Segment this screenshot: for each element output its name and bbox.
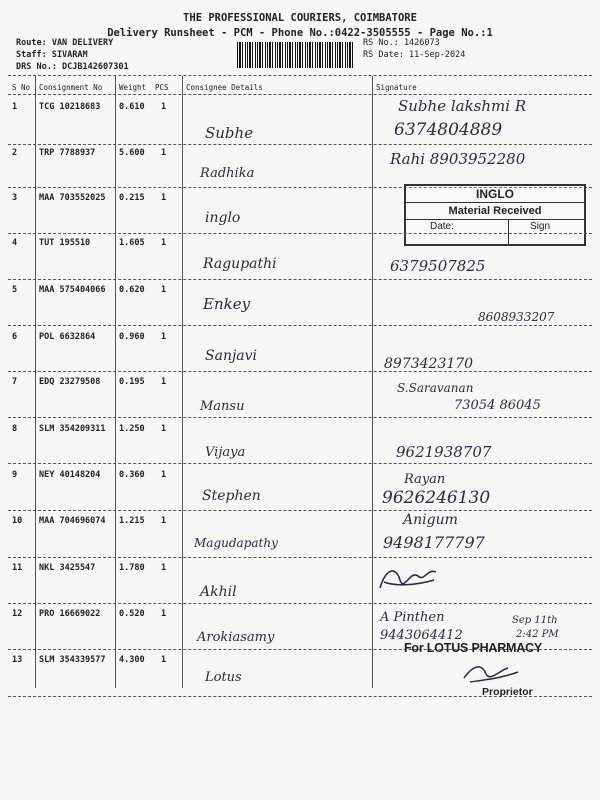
row-pcs: 1 [161, 102, 167, 112]
rs-date: RS Date: 11-Sep-2024 [363, 50, 466, 60]
signature-phone: 8608933207 [478, 310, 555, 324]
row-pcs: 1 [161, 655, 167, 665]
row-rule [8, 279, 592, 280]
rs-number: RS No.: 1426073 [363, 38, 440, 48]
row-consignment-no: MAA 575404066 [39, 285, 106, 295]
row-rule [8, 417, 592, 418]
signature-text: S.Saravanan [397, 381, 474, 395]
row-sno: 6 [12, 332, 18, 342]
consignee-name: Mansu [200, 399, 245, 414]
runsheet-subtitle: Delivery Runsheet - PCM - Phone No.:0422-3505555 - Page No.:1 [107, 27, 493, 39]
table-top-rule [8, 75, 592, 76]
row-sno: 4 [12, 238, 18, 248]
row-consignment-no: POL 6632864 [39, 332, 96, 342]
col-header-weight: Weight [119, 83, 147, 92]
row-weight: 0.520 [119, 609, 145, 619]
row-consignment-no: MAA 704696074 [39, 516, 106, 526]
consignee-name: Akhil [200, 584, 237, 600]
signature-scribble [374, 562, 444, 598]
row-rule [8, 325, 592, 326]
row-sno: 12 [12, 609, 23, 619]
stamp-divider [406, 219, 584, 220]
col-header-pcs: PCS [155, 83, 169, 92]
row-pcs: 1 [161, 470, 167, 480]
row-pcs: 1 [161, 238, 167, 248]
pharmacy-stamp: For LOTUS PHARMACY [404, 641, 543, 655]
consignee-name: Stephen [202, 488, 261, 504]
col-header-consignee: Consignee Details [186, 83, 263, 92]
signature-phone: 8973423170 [384, 356, 474, 372]
delivery-time-note: 2:42 PM [516, 629, 559, 640]
row-weight: 0.360 [119, 470, 145, 480]
signature-phone: 9498177797 [383, 533, 485, 552]
stamp-divider [508, 219, 509, 244]
proprietor-label: Proprietor [482, 686, 533, 698]
signature-text: Rahi 8903952280 [390, 150, 526, 168]
row-sno: 10 [12, 516, 23, 526]
col-header-sno: S No [12, 83, 31, 92]
delivery-date-note: Sep 11th [512, 615, 558, 626]
row-rule [8, 557, 592, 558]
staff-label: Staff: SIVARAM [16, 50, 88, 60]
row-pcs: 1 [161, 609, 167, 619]
proprietor-signature [456, 660, 526, 686]
row-pcs: 1 [161, 424, 167, 434]
row-sno: 3 [12, 193, 18, 203]
consignee-name: Ragupathi [203, 256, 277, 272]
consignee-name: Arokiasamy [197, 630, 275, 645]
signature-phone: 9443064412 [380, 628, 463, 643]
signature-text: Subhe lakshmi R [398, 97, 527, 115]
row-weight: 5.600 [119, 148, 145, 158]
row-consignment-no: PRO 16669022 [39, 609, 101, 619]
company-title: THE PROFESSIONAL COURIERS, COIMBATORE [183, 12, 417, 24]
row-rule [8, 371, 592, 372]
signature-phone: 9621938707 [396, 443, 492, 461]
signature-phone: 73054 86045 [454, 398, 541, 413]
row-sno: 9 [12, 470, 18, 480]
row-weight: 0.960 [119, 332, 145, 342]
row-sno: 13 [12, 655, 23, 665]
stamp-divider [406, 202, 584, 203]
row-weight: 0.215 [119, 193, 145, 203]
consignee-name: Lotus [205, 670, 242, 685]
stamp-sign-label: Sign [530, 221, 551, 232]
row-pcs: 1 [161, 193, 167, 203]
row-consignment-no: SLM 354339577 [39, 655, 106, 665]
table-bottom-rule [8, 696, 592, 697]
row-pcs: 1 [161, 516, 167, 526]
row-weight: 1.215 [119, 516, 145, 526]
col-divider [35, 76, 36, 688]
row-weight: 0.620 [119, 285, 145, 295]
consignee-name: inglo [205, 210, 241, 226]
stamp-date-label: Date: [430, 221, 454, 232]
consignee-name: Enkey [203, 295, 251, 313]
consignee-name: Radhika [200, 166, 255, 181]
barcode [237, 42, 355, 68]
row-rule [8, 144, 592, 145]
row-sno: 1 [12, 102, 18, 112]
col-header-consignment: Consignment No [39, 83, 103, 92]
consignee-name: Vijaya [205, 445, 246, 460]
row-weight: 0.610 [119, 102, 145, 112]
consignee-name: Magudapathy [194, 536, 278, 550]
row-consignment-no: NEY 40148204 [39, 470, 101, 480]
row-sno: 5 [12, 285, 18, 295]
row-pcs: 1 [161, 148, 167, 158]
signature-text: Rayan [404, 472, 446, 487]
row-weight: 1.250 [119, 424, 145, 434]
signature-text: A Pinthen [380, 610, 445, 625]
row-consignment-no: TCG 10218683 [39, 102, 101, 112]
stamp-material-received: Material Received [448, 205, 542, 217]
signature-phone: 9626246130 [382, 488, 491, 508]
row-sno: 7 [12, 377, 18, 387]
col-divider [372, 76, 373, 688]
signature-phone: 6379507825 [390, 257, 486, 275]
drs-number: DRS No.: DCJB142607301 [16, 62, 129, 72]
row-consignment-no: SLM 354209311 [39, 424, 106, 434]
consignee-name: Subhe [205, 124, 254, 142]
row-pcs: 1 [161, 563, 167, 573]
row-consignment-no: NKL 3425547 [39, 563, 96, 573]
row-consignment-no: EDQ 23279508 [39, 377, 101, 387]
row-pcs: 1 [161, 285, 167, 295]
row-sno: 8 [12, 424, 18, 434]
row-pcs: 1 [161, 377, 167, 387]
consignee-name: Sanjavi [205, 348, 258, 364]
row-weight: 1.780 [119, 563, 145, 573]
route-label: Route: VAN DELIVERY [16, 38, 114, 48]
row-weight: 1.605 [119, 238, 145, 248]
col-divider [182, 76, 183, 688]
signature-text: Anigum [403, 512, 458, 528]
inglo-received-stamp [404, 184, 586, 246]
row-sno: 11 [12, 563, 23, 573]
row-weight: 0.195 [119, 377, 145, 387]
row-rule [8, 603, 592, 604]
row-weight: 4.300 [119, 655, 145, 665]
row-consignment-no: TRP 7788937 [39, 148, 96, 158]
row-rule [8, 463, 592, 464]
row-consignment-no: TUT 195510 [39, 238, 91, 248]
row-sno: 2 [12, 148, 18, 158]
col-divider [115, 76, 116, 688]
row-rule [8, 510, 592, 511]
stamp-title: INGLO [476, 187, 514, 201]
row-pcs: 1 [161, 332, 167, 342]
signature-phone: 6374804889 [394, 120, 503, 140]
col-header-signature: Signature [376, 83, 417, 92]
row-consignment-no: MAA 703552025 [39, 193, 106, 203]
row-rule [8, 233, 592, 234]
header-bottom-rule [8, 94, 592, 95]
